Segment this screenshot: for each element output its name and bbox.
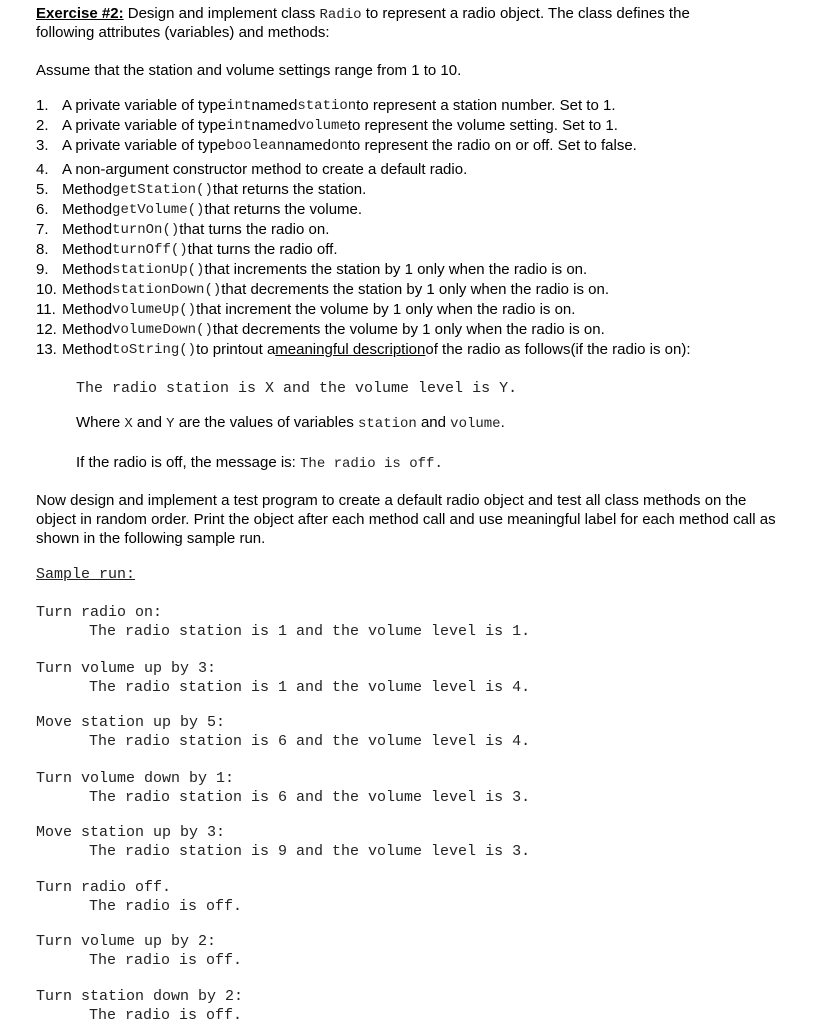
- class-name: Radio: [319, 7, 362, 23]
- item-code: station: [297, 98, 357, 114]
- step-output: The radio is off.: [89, 952, 243, 969]
- list-item: [36, 220, 691, 240]
- item-code: int: [226, 98, 252, 114]
- item-text: Method: [62, 301, 113, 318]
- list-item: [36, 340, 691, 360]
- intro-line-2: following attributes (variables) and methods:: [36, 24, 330, 41]
- item-text: named: [251, 97, 298, 114]
- item-code: volume: [297, 118, 348, 134]
- where-note: [76, 414, 505, 432]
- item-number: 13.: [36, 341, 57, 358]
- item-text: Method: [62, 321, 113, 338]
- off-note-code: The radio is off.: [300, 456, 443, 472]
- item-number: 7.: [36, 221, 49, 238]
- list-item: [36, 136, 691, 156]
- item-text: A private variable of type: [62, 137, 227, 154]
- sample-run-step: [36, 659, 776, 697]
- item-text: Method: [62, 241, 113, 258]
- step-label: Turn volume down by 1:: [36, 770, 235, 787]
- item-text: named: [251, 117, 298, 134]
- item-code: turnOff(): [112, 242, 188, 258]
- item-text: A non-argument constructor method to create a default radio.: [62, 161, 468, 178]
- step-label: Turn radio off.: [36, 879, 172, 896]
- item-number: 9.: [36, 261, 49, 278]
- step-output: The radio is off.: [89, 1007, 243, 1024]
- sample-run-step: [36, 823, 776, 861]
- list-item: [36, 240, 691, 260]
- list-item: [36, 260, 691, 280]
- item-number: 5.: [36, 181, 49, 198]
- item-text: that decrements the station by 1 only when the radio is on.: [221, 281, 609, 298]
- off-note-text: If the radio is off, the message is:: [76, 454, 301, 471]
- step-output: The radio station is 9 and the volume level is 3.: [89, 843, 531, 860]
- where-text: are the values of variables: [174, 414, 358, 431]
- item-code: int: [226, 118, 252, 134]
- intro-text-a: Design and implement class: [123, 5, 320, 22]
- list-item: [36, 116, 691, 136]
- step-label: Move station up by 5:: [36, 714, 226, 731]
- item-number: 6.: [36, 201, 49, 218]
- item-code: volumeUp(): [112, 302, 197, 318]
- exercise-label: Exercise #2:: [36, 5, 124, 22]
- assumption-text: Assume that the station and volume settings range from 1 to 10.: [36, 62, 462, 79]
- step-label: Turn station down by 2:: [36, 988, 244, 1005]
- sample-run-step: [36, 878, 776, 916]
- item-text: named: [285, 137, 331, 154]
- item-number: 2.: [36, 117, 49, 134]
- item-code: getVolume(): [112, 202, 205, 218]
- item-code: boolean: [226, 138, 286, 154]
- var-volume: volume: [450, 416, 501, 432]
- list-item: [36, 320, 691, 340]
- sample-run-step: [36, 769, 776, 807]
- list-item: [36, 300, 691, 320]
- item-text: A private variable of type: [62, 117, 227, 134]
- step-label: Move station up by 3:: [36, 824, 226, 841]
- item-text: that returns the volume.: [204, 201, 363, 218]
- item-code: getStation(): [112, 182, 213, 198]
- item-text: to represent the radio on or off. Set to false.: [347, 137, 637, 154]
- intro-text-b: to represent a radio object. The class defines the: [361, 5, 690, 22]
- step-output: The radio station is 1 and the volume level is 1.: [89, 623, 531, 640]
- list-item: [36, 96, 691, 116]
- list-item: [36, 200, 691, 220]
- item-text: Method: [62, 281, 113, 298]
- step-label: Turn radio on:: [36, 604, 163, 621]
- item-text: Method: [62, 201, 113, 218]
- item-text: to represent the volume setting. Set to 1.: [347, 117, 618, 134]
- item-text: that increment the volume by 1 only when the radio is on.: [196, 301, 576, 318]
- sample-run-step: [36, 713, 776, 751]
- list-item: [36, 180, 691, 200]
- method-list: [36, 96, 691, 360]
- sample-run-step: [36, 932, 776, 970]
- item-text: that turns the radio on.: [179, 221, 330, 238]
- item-code: turnOn(): [112, 222, 180, 238]
- off-note: [76, 454, 443, 472]
- item-code: volumeDown(): [112, 322, 213, 338]
- item-text: that decrements the volume by 1 only when the radio is on.: [212, 321, 605, 338]
- item-number: 10.: [36, 281, 57, 298]
- item-number: 12.: [36, 321, 57, 338]
- item-text: that returns the station.: [212, 181, 367, 198]
- example-output: The radio station is X and the volume level is Y.: [76, 380, 518, 397]
- where-text: and: [132, 414, 167, 431]
- item-text: that turns the radio off.: [187, 241, 338, 258]
- where-text: and: [416, 414, 451, 431]
- step-output: The radio is off.: [89, 898, 243, 915]
- item-text: Method: [62, 341, 113, 358]
- where-text: .: [500, 414, 505, 431]
- item-code: stationUp(): [112, 262, 205, 278]
- var-x: X: [124, 416, 133, 432]
- step-output: The radio station is 6 and the volume level is 4.: [89, 733, 531, 750]
- step-output: The radio station is 6 and the volume level is 3.: [89, 789, 531, 806]
- sample-run-step: [36, 987, 776, 1025]
- item-text: A private variable of type: [62, 97, 227, 114]
- step-label: Turn volume up by 2:: [36, 933, 217, 950]
- sample-run-label: Sample run:: [36, 566, 136, 583]
- item-text: to printout a: [196, 341, 276, 358]
- list-item: [36, 160, 691, 180]
- item-text: that increments the station by 1 only when the radio is on.: [204, 261, 588, 278]
- item-number: 4.: [36, 161, 49, 178]
- item-number: 1.: [36, 97, 49, 114]
- item-text: to represent a station number. Set to 1.: [356, 97, 616, 114]
- item-text: Method: [62, 221, 113, 238]
- sample-run-step: [36, 603, 776, 641]
- item-number: 11.: [36, 301, 56, 318]
- step-label: Turn volume up by 3:: [36, 660, 217, 677]
- item-code: stationDown(): [112, 282, 222, 298]
- item-number: 3.: [36, 137, 49, 154]
- item-number: 8.: [36, 241, 49, 258]
- item-code: toString(): [112, 342, 197, 358]
- item-underlined-text: meaningful description: [275, 341, 426, 358]
- step-output: The radio station is 1 and the volume level is 4.: [89, 679, 531, 696]
- var-station: station: [357, 416, 417, 432]
- item-text: of the radio as follows(if the radio is on):: [425, 341, 691, 358]
- var-y: Y: [166, 416, 175, 432]
- item-code: on: [330, 138, 348, 154]
- exercise-heading: [36, 5, 690, 23]
- item-text: Method: [62, 181, 113, 198]
- list-item: [36, 280, 691, 300]
- test-program-paragraph: Now design and implement a test program to create a default radio object and test all class methods on the object in random order. Print the object after each method call and use meaningful label for each method call as shown in the following sample run.: [36, 492, 776, 547]
- where-text: Where: [76, 414, 125, 431]
- item-text: Method: [62, 261, 113, 278]
